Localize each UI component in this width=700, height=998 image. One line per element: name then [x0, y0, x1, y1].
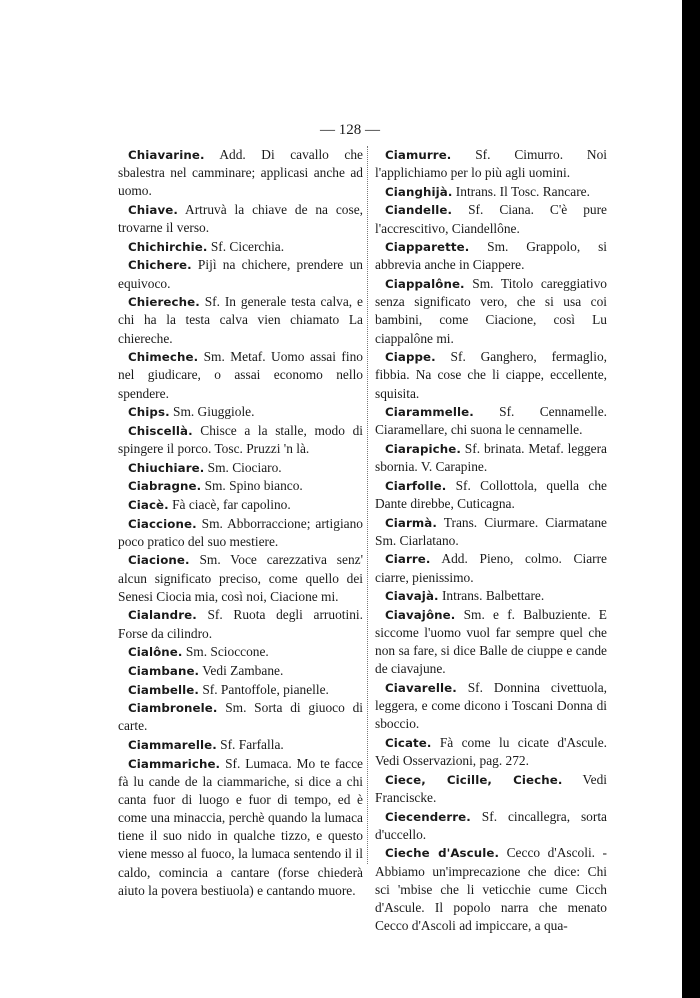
entry-headword: Ciacè. [128, 497, 169, 512]
entry-headword: Ciapparette. [385, 240, 470, 255]
entry-headword: Ciece, Cicille, Cieche. [385, 772, 563, 787]
entry-headword: Ciammariche. [128, 756, 221, 771]
entry-headword: Cieche d'Ascule. [385, 846, 500, 861]
dictionary-entry [118, 755, 363, 900]
entry-definition: Pijì na chichere, prendere un equivoco. [118, 257, 363, 291]
entry-definition: Vedi Zambane. [199, 662, 284, 678]
entry-definition: Artruvà la chiave de na cose, trovarne il verso. [118, 201, 363, 236]
entry-headword: Chiave. [128, 202, 178, 217]
dictionary-entry [375, 808, 607, 844]
entry-definition: Sf. Lumaca. Mo te facce fà lu cande de la ciammariche, si dice a chi canta fuor di luogo e fuor di tempo, ed è come una minaccia, perchè quando la lumaca tiene il suo nido in qualche tizzo, e questo viene messo al fuoco, la lumaca sentendo il il caldo, comincia a cantare (forse chiederà aiuto la povera bestiuola) e cantando muore. [118, 755, 363, 898]
entry-headword: Cianghijà. [385, 184, 453, 199]
entry-headword: Ciarapiche. [385, 442, 461, 456]
entry-definition: Trans. Ciurmare. Ciarmatane Sm. Ciarlatano. [375, 514, 607, 548]
dictionary-entry [118, 736, 363, 754]
dictionary-entry [375, 403, 607, 439]
dictionary-entry [118, 256, 363, 292]
entry-headword: Ciamurre. [385, 148, 452, 162]
entry-headword: Chimeche. [128, 350, 199, 365]
entry-definition: Sf. Ganghero, fermaglio, fibbia. Na cose che li ciappe, eccellente, squisita. [375, 349, 607, 401]
entry-definition: Cecco d'Ascoli. - Abbiamo un'imprecazione che dice: Chi sci 'mbise che li veticchie cume Cicch d'Ascule. Il popolo narra che menato Cecco d'Ascoli ad impiccare, a qua- [375, 845, 607, 934]
entry-headword: Ciarammelle. [385, 405, 474, 420]
dictionary-entry [375, 348, 607, 402]
entry-definition: Sf. cincallegra, sorta d'uccello. [375, 808, 607, 842]
entry-definition: Sm. Grappolo, si abbrevia anche in Ciappere. [375, 239, 607, 273]
dictionary-entry [118, 551, 363, 605]
entry-headword: Chiavarine. [128, 148, 205, 162]
entry-headword: Cicate. [385, 736, 432, 750]
entry-definition: Sf. Cicerchia. [207, 238, 285, 254]
entry-definition: Add. Di cavallo che sbalestra nel camminare; applicasi anche ad uomo. [118, 147, 363, 199]
page-number: — 128 — [320, 122, 380, 138]
entry-definition: Sf. Collottola, quella che Dante direbbe, Cuticagna. [375, 477, 607, 511]
dictionary-entry [375, 477, 607, 513]
entry-headword: Ciambelle. [128, 682, 199, 697]
dictionary-entry [375, 771, 607, 807]
entry-headword: Ciarfolle. [385, 478, 447, 493]
column-divider [367, 146, 368, 864]
entry-headword: Chichere. [128, 258, 192, 273]
entry-headword: Ciappalône. [385, 277, 465, 292]
entry-definition: Sm. Sorta di giuoco di carte. [118, 700, 363, 734]
entry-headword: Ciabragne. [128, 479, 202, 494]
entry-headword: Ciaccione. [128, 516, 197, 531]
dictionary-entry [375, 606, 607, 679]
entry-definition: Sf. In generale testa calva, e chi ha la testa calva vien chiamato La chiereche. [118, 294, 363, 346]
dictionary-entry [375, 183, 607, 201]
dictionary-entry [118, 662, 363, 680]
entry-definition: Sf. Cennamelle. Ciaramellare, chi suona le cennamelle. [375, 404, 607, 438]
entry-headword: Chichirchie. [128, 239, 208, 254]
entry-headword: Ciavajône. [385, 607, 456, 622]
entry-headword: Ciecenderre. [385, 809, 471, 824]
entry-headword: Cialône. [128, 645, 183, 660]
entry-headword: Ciarre. [385, 552, 431, 567]
dictionary-entry [118, 459, 363, 477]
dictionary-entry [118, 606, 363, 642]
dictionary-entry [375, 238, 607, 274]
entry-definition: Chisce a la stalle, modo di spingere il porco. Tosc. Pruzzi 'n là. [118, 422, 363, 456]
entry-headword: Ciavajà. [385, 589, 439, 604]
dictionary-entry [375, 514, 607, 550]
entry-definition: Intrans. Balbettare. [438, 588, 545, 604]
dictionary-entry [375, 146, 607, 182]
dictionary-entry [118, 643, 363, 661]
entry-definition: Sf. Donnina civettuola, leggera, e come dicono i Toscani Donna di sboccio. [375, 680, 607, 732]
left-column [118, 146, 363, 900]
entry-definition: Sf. Ruota degli arruotini. Forse da cilindro. [118, 607, 363, 641]
entry-definition: Sf. Pantoffole, pianelle. [198, 681, 329, 697]
entry-definition: Add. Pieno, colmo. Ciarre ciarre, pienissimo. [375, 551, 607, 585]
entry-headword: Ciambane. [128, 663, 200, 678]
entry-definition: Sf. Cimurro. Noi l'applichiamo per lo più agli uomini. [375, 147, 607, 181]
entry-definition: Sm. e f. Balbuziente. E siccome l'uomo vuol far sempre quel che non sa fare, si dice Balle de ciuppe e cande de ciavajune. [375, 606, 607, 677]
entry-headword: Ciarmà. [385, 515, 437, 530]
entry-headword: Ciammarelle. [128, 738, 217, 752]
entry-definition: Vedi Franciscke. [375, 771, 607, 805]
entry-headword: Chips. [128, 405, 170, 420]
entry-definition: Sm. Giuggiole. [169, 404, 255, 420]
scan-edge-bar [682, 0, 700, 998]
dictionary-entry [118, 348, 363, 402]
entry-definition: Sm. Ciociaro. [204, 459, 282, 475]
dictionary-entry [118, 496, 363, 514]
entry-definition: Sf. brinata. Metaf. leggera sbornia. V. Carapine. [375, 441, 607, 475]
dictionary-entry [375, 587, 607, 605]
dictionary-entry [118, 238, 363, 256]
entry-headword: Ciandelle. [385, 203, 453, 218]
entry-headword: Cialandre. [128, 608, 197, 623]
right-column [375, 146, 607, 936]
dictionary-entry [375, 550, 607, 586]
dictionary-entry [375, 275, 607, 348]
entry-headword: Ciacione. [128, 553, 190, 568]
entry-definition: Sm. Titolo careggiativo senza significato vero, che si usa coi bambini, come Ciacione, così Lu ciappalône mi. [375, 276, 607, 346]
dictionary-entry [375, 734, 607, 770]
dictionary-entry [118, 422, 363, 458]
entry-headword: Chiereche. [128, 295, 200, 310]
dictionary-entry [118, 699, 363, 735]
entry-headword: Chiuchiare. [128, 460, 205, 475]
entry-definition: Intrans. Il Tosc. Rancare. [452, 183, 590, 199]
dictionary-entry [375, 679, 607, 733]
entry-definition: Fà ciacè, far capolino. [168, 496, 291, 512]
dictionary-entry [118, 515, 363, 551]
entry-headword: Ciappe. [385, 350, 436, 365]
entry-definition: Sm. Abborraccione; artigiano poco pratico del suo mestiere. [118, 515, 363, 549]
entry-definition: Sm. Scioccone. [182, 644, 269, 660]
entry-definition: Fà come lu cicate d'Ascule. Vedi Osservazioni, pag. 272. [375, 735, 607, 769]
dictionary-entry [375, 201, 607, 237]
entry-headword: Ciambronele. [128, 701, 218, 716]
dictionary-entry [375, 440, 607, 476]
dictionary-entry [118, 146, 363, 200]
dictionary-entry [118, 681, 363, 699]
dictionary-entry [118, 201, 363, 237]
dictionary-entry [118, 293, 363, 347]
dictionary-entry [118, 477, 363, 495]
entry-definition: Sm. Voce carezzativa senz' alcun significato preciso, come quello dei Senesi Ciocia mia, così noi, Ciacione mi. [118, 552, 363, 604]
entry-definition: Sm. Spino bianco. [201, 478, 303, 494]
entry-definition: Sf. Ciana. C'è pure l'accrescitivo, Ciandellône. [375, 202, 607, 236]
entry-definition: Sf. Farfalla. [216, 737, 284, 752]
entry-definition: Sm. Metaf. Uomo assai fino nel giudicare, o assai economo nello spendere. [118, 349, 363, 401]
dictionary-entry [118, 403, 363, 421]
dictionary-entry [375, 844, 607, 935]
entry-headword: Ciavarelle. [385, 681, 457, 696]
entry-headword: Chiscellà. [128, 423, 193, 438]
